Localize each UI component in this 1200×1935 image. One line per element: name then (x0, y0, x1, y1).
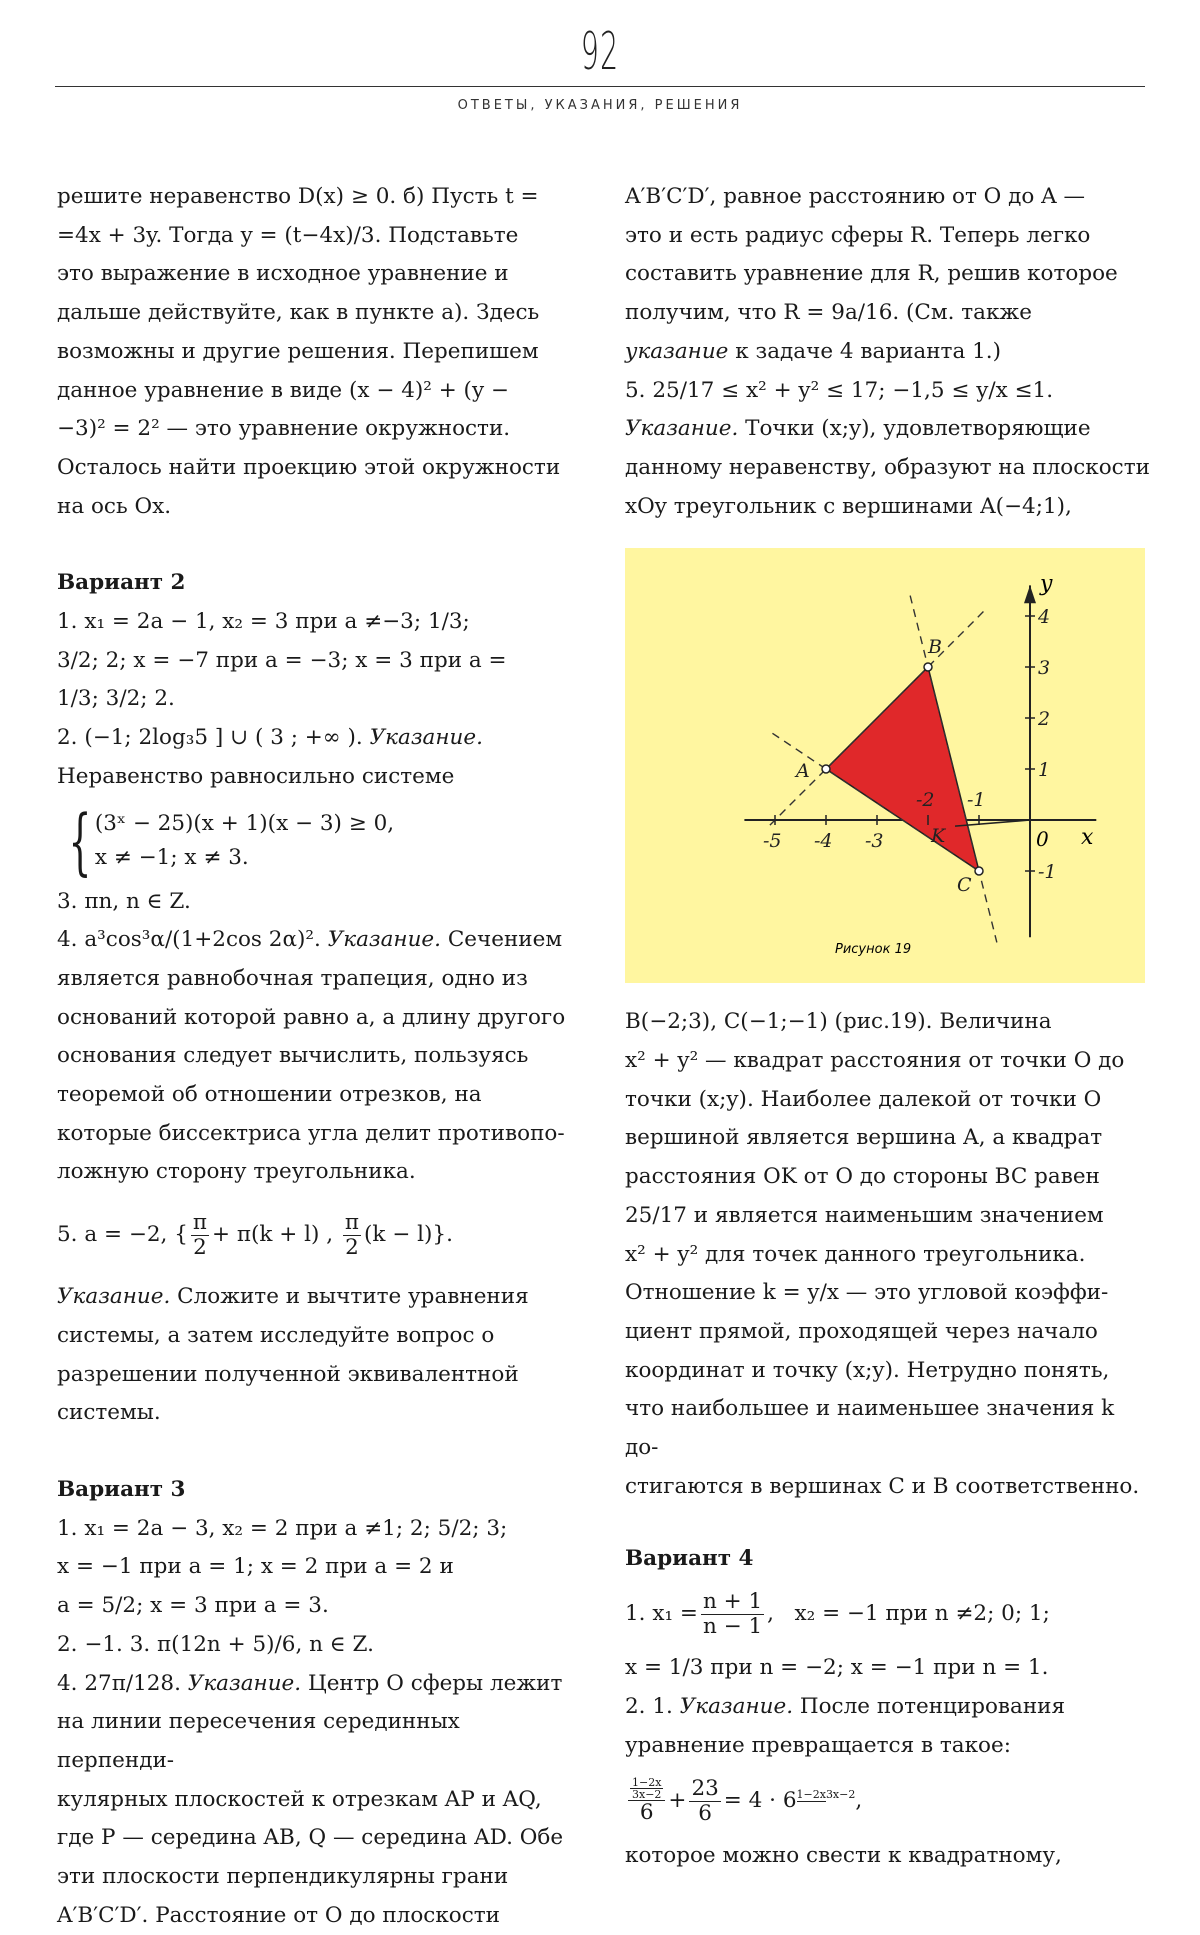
text-line: которое можно свести к квадратному, (625, 1843, 1062, 1869)
text-line: указание к задаче 4 варианта 1.) (625, 338, 1002, 364)
header-rule (55, 86, 1145, 87)
text-line: оснований которой равно a, а длину другого (57, 1004, 566, 1030)
text-line: x² + y² — квадрат расстояния от точки O до (625, 1048, 1125, 1074)
text-line: ложную сторону треугольника. (57, 1159, 416, 1185)
figure-caption: Рисунок 19 (835, 942, 912, 958)
text-line: данное уравнение в виде (x − 4)² + (y − (57, 377, 509, 403)
text-line: 2. −1. 3. π(12n + 5)/6, n ∈ Z. (57, 1631, 374, 1657)
exp-denominator: 3x−2 (825, 1787, 856, 1801)
text-line: 4. 27π/128. Указание. Центр O сферы лежит (57, 1670, 563, 1696)
left-column (57, 178, 582, 1935)
text-line: Неравенство равносильно системе (57, 763, 455, 789)
y-tick-label: 2 (1038, 708, 1051, 731)
denominator: 2 (345, 1234, 359, 1260)
text-line: 25/17 и является наименьшим значением (625, 1202, 1104, 1228)
vertex-point (822, 765, 830, 773)
x-tick-label: -4 (814, 830, 833, 853)
text-line: на ось Ox. (57, 493, 172, 519)
origin-label: 0 (1036, 827, 1049, 852)
text-line: =4x + 3y. Тогда y = (t−4x)/3. Подставьте (57, 222, 519, 248)
brace-icon: { (68, 798, 92, 883)
y-arrow-icon (1024, 586, 1036, 604)
text-line: вершиной является вершина A, а квадрат (625, 1125, 1103, 1151)
text-line: A′B′C′D′. Расстояние от O до плоскости (57, 1902, 500, 1928)
text-line: системы. (57, 1400, 161, 1426)
exp-numerator: 1−2x (796, 1787, 826, 1801)
answer-5-formula: 5. a = −2, { $\frac{\pi}{2}$ + π(k + l) , $\frac{\pi}{2}$ (k − l)}. (57, 1210, 453, 1260)
text-line: получим, что R = 9a/16. (См. также (625, 300, 1032, 326)
text-line: 2. (−1; 2log₃5 ] ∪ ( 3 ; +∞ ). Указание. (57, 725, 483, 751)
text-line: Указание. Точки (x;y), удовлетворяющие (625, 416, 1091, 442)
text-line: дальше действуйте, как в пункте а). Здесь (57, 300, 540, 326)
text-line: 1/3; 3/2; 2. (57, 686, 175, 712)
text-line: B(−2;3), C(−1;−1) (рис.19). Величина (625, 1009, 1052, 1035)
text-line: это и есть радиус сферы R. Теперь легко (625, 222, 1091, 248)
text-line: системы, а затем исследуйте вопрос о (57, 1322, 495, 1348)
variant-3-heading: Вариант 3 (57, 1476, 186, 1502)
text-line: уравнение превращается в такое: (625, 1732, 1011, 1758)
variant-4-heading: Вариант 4 (625, 1546, 754, 1572)
text-line: 1. x₁ = 2a − 1, x₂ = 3 при a ≠−3; 1/3; (57, 609, 470, 635)
text-line: A′B′C′D′, равное расстоянию от O до A — (625, 184, 1086, 209)
x-tick-label: -1 (967, 789, 986, 812)
text-line: является равнобочная трапеция, одно из (57, 965, 528, 991)
text-line: 3. πn, n ∈ Z. (57, 888, 191, 914)
point-label: C (957, 874, 972, 897)
text-line: данному неравенству, образуют на плоскости (625, 454, 1150, 480)
text-line: циент прямой, проходящей через начало (625, 1318, 1098, 1344)
y-tick-label: 4 (1038, 606, 1051, 629)
text-line: −3)² = 2² — это уравнение окружности. (57, 416, 511, 442)
text-line: точки (x;y). Наиболее далекой от точки O (625, 1086, 1102, 1112)
text-line: возможны и другие решения. Перепишем (57, 338, 539, 364)
x-tick-label: -5 (763, 830, 782, 853)
text-line: 2. 1. Указание. После потенцирования (625, 1693, 1066, 1719)
text-line: 3/2; 2; x = −7 при a = −3; x = 3 при a = (57, 647, 507, 673)
answer-1-formula: 1. x₁ = $\frac{n + 1}{n - 1}$ , x₂ = −1 при n ≠2; 0; 1; (625, 1589, 1050, 1639)
text-line: расстояния OK от O до стороны BC равен (625, 1164, 1100, 1190)
text-line: xOy треугольник с вершинами A(−4;1), (625, 493, 1072, 519)
figure-19 (625, 548, 1145, 983)
system-line: x ≠ −1; x ≠ 3. (94, 844, 249, 870)
text-line: эти плоскости перпендикулярны грани (57, 1864, 509, 1890)
page-number: 92 (580, 22, 620, 82)
text-line: a = 5/2; x = 3 при a = 3. (57, 1593, 329, 1619)
variant-2-heading: Вариант 2 (57, 570, 186, 596)
y-tick-label: 3 (1038, 657, 1051, 680)
text-line: это выражение в исходное уравнение и (57, 261, 509, 287)
x-tick-label: -2 (916, 789, 935, 812)
text-line: 4. a³cos³α/(1+2cos 2α)². Указание. Сечением (57, 927, 563, 953)
text-line: x = −1 при a = 1; x = 2 при a = 2 и (57, 1554, 454, 1580)
system-line: (3ˣ − 25)(x + 1)(x − 3) ≥ 0, (94, 810, 395, 836)
exponential-equation: 1−2x 3x−2 6 + $\frac{23}{6}$ = 4 · 6 1−2x3x−2 , (625, 1765, 1150, 1837)
point-label: B (928, 636, 942, 659)
text-line: на линии пересечения серединных перпенди- (57, 1709, 460, 1773)
text-line: Отношение k = y/x — это угловой коэффи- (625, 1280, 1109, 1306)
vertex-point (975, 867, 983, 875)
triangle-abc (826, 667, 979, 871)
text-line: основания следует вычислить, пользуясь (57, 1043, 529, 1069)
text-line: теоремой об отношении отрезков, на (57, 1082, 482, 1108)
text-line: кулярных плоскостей к отрезкам AP и AQ, (57, 1786, 542, 1812)
running-head: ОТВЕТЫ, УКАЗАНИЯ, РЕШЕНИЯ (457, 98, 743, 113)
text-line: Осталось найти проекцию этой окружности (57, 454, 561, 480)
text-line: где P — середина AB, Q — середина AD. Обе (57, 1825, 564, 1851)
text-line: составить уравнение для R, решив которое (625, 261, 1118, 287)
text-line: Указание. Сложите и вычтите уравнения (57, 1284, 529, 1310)
text-line: 5. 25/17 ≤ x² + y² ≤ 17; −1,5 ≤ y/x ≤1. (625, 377, 1054, 403)
right-column (625, 178, 1150, 1876)
text-line: стигаются в вершинах C и B соответственно. (625, 1473, 1140, 1499)
pi-symbol: π (344, 1210, 360, 1236)
x-tick-label: -3 (865, 830, 884, 853)
text-line: что наибольшее и наименьшее значения k до- (625, 1396, 1115, 1461)
coordinate-plot (625, 548, 1145, 983)
y-axis-label: y (1040, 571, 1053, 597)
text-line: x = 1/3 при n = −2; x = −1 при n = 1. (625, 1655, 1049, 1681)
y-tick-label: 1 (1038, 759, 1051, 782)
text-line: координат и точку (x;y). Нетрудно понять, (625, 1357, 1110, 1383)
x-axis-label: x (1081, 825, 1094, 851)
y-tick-label: -1 (1038, 861, 1057, 884)
vertex-point (924, 663, 932, 671)
point-label: A (796, 760, 810, 783)
text-line: решите неравенство D(x) ≥ 0. б) Пусть t = (57, 184, 539, 209)
text-line: x² + y² для точек данного треугольника. (625, 1241, 1086, 1267)
point-label: K (931, 825, 946, 848)
inequality-system (57, 798, 582, 883)
text-line: которые биссектриса угла делит противопо- (57, 1120, 565, 1146)
text-line: разрешении полученной эквивалентной (57, 1361, 519, 1387)
intro-paragraph (57, 178, 582, 526)
text-line: 1. x₁ = 2a − 3, x₂ = 2 при a ≠1; 2; 5/2; 3; (57, 1515, 508, 1541)
